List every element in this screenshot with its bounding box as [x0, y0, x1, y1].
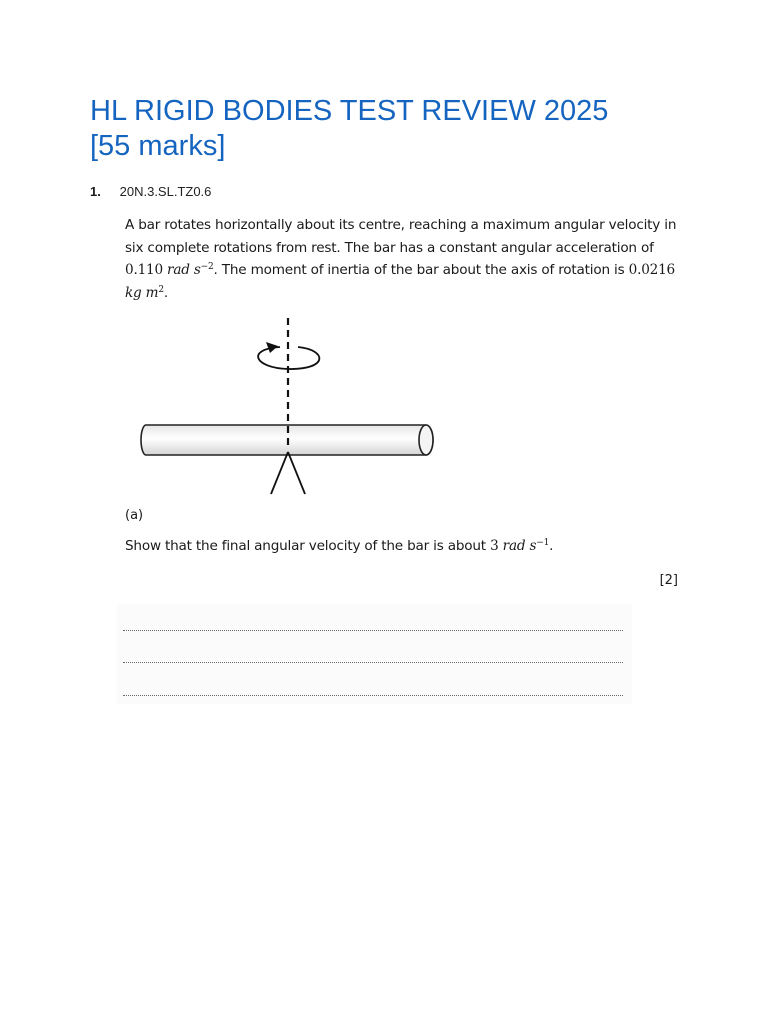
answer-line[interactable]: [123, 662, 623, 663]
pivot-leg-left: [271, 452, 288, 494]
question-header: [90, 184, 211, 199]
part-a-value: 3 rad $s^{-1}$: [490, 538, 550, 554]
part-a-text: Show that the final angular velocity of the bar is about: [125, 538, 486, 554]
title-line-2: [55 marks]: [90, 130, 226, 162]
title-line-1: HL RIGID BODIES TEST REVIEW 2025: [90, 95, 609, 127]
acceleration-value: 0.110 rad $s^{-2}$: [125, 262, 214, 278]
rotating-bar-figure: [130, 312, 450, 502]
answer-line[interactable]: [123, 695, 623, 696]
answer-line[interactable]: [123, 630, 623, 631]
bar-end-face: [419, 425, 433, 455]
question-code: 20N.3.SL.TZ0.6: [119, 184, 212, 199]
rotating-bar-diagram: [130, 312, 450, 502]
pivot-leg-right: [288, 452, 305, 494]
stem-end: .: [163, 284, 169, 301]
question-stem: [125, 214, 685, 304]
inertia-value: 0.0216 kg $m^2$: [125, 262, 675, 301]
part-a-question: [125, 538, 553, 554]
answer-area[interactable]: [117, 604, 632, 704]
part-a-label: (a): [125, 508, 144, 523]
stem-sentence-1: A bar rotates horizontally about its centre, reaching a maximum angular velocity in six complete rotations from rest. The bar has a constant angular acceleration of: [125, 217, 677, 256]
stem-sentence-2: . The moment of inertia of the bar about the axis of rotation is: [213, 262, 625, 278]
part-a-end: .: [549, 538, 554, 554]
question-number: 1.: [90, 184, 101, 199]
part-a-marks: [2]: [659, 573, 678, 588]
page-title: [90, 94, 690, 164]
